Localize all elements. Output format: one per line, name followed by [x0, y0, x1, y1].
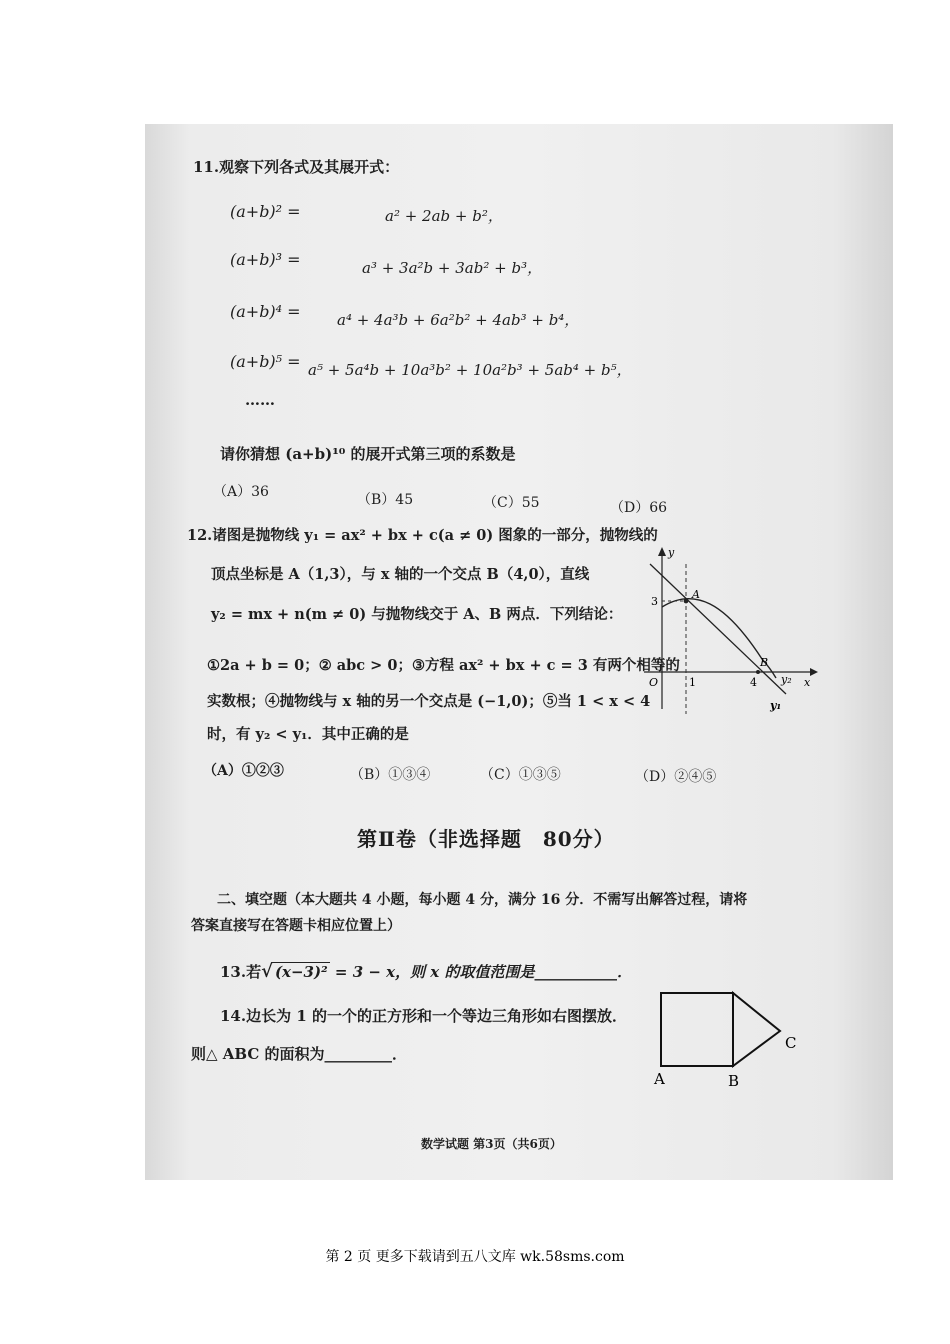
- q13-suffix: = 3 − x，则 x 的取值范围是___________．: [334, 963, 632, 981]
- q11-title: 11.观察下列各式及其展开式：: [193, 158, 400, 176]
- scanned-exam-photo: [145, 124, 893, 1180]
- q11-option-c: （C）55: [483, 495, 540, 511]
- q11-line4-rhs: a⁵ + 5a⁴b + 10a³b² + 10a²b³ + 5ab⁴ + b⁵，: [308, 361, 632, 379]
- figure-label-a: A: [654, 1070, 665, 1088]
- q12-option-d: （D）②④⑤: [635, 769, 717, 785]
- section-instruction-line2: 答案直接写在答题卡相应位置上）: [191, 918, 401, 934]
- section-instruction-line1: 二、填空题（本大题共 4 小题，每小题 4 分，满分 16 分．不需写出解答过程，请将: [217, 892, 748, 908]
- x-axis-label: x: [804, 676, 811, 689]
- q11-line2-rhs: a³ + 3a²b + 3ab² + b³，: [362, 259, 543, 277]
- figure-label-c: C: [785, 1034, 797, 1052]
- section-ii-title: 第Ⅱ卷（非选择题 80分）: [357, 827, 615, 851]
- q11-line1-lhs: (a+b)² =: [230, 202, 301, 221]
- q14-line1: 14.边长为 1 的一个的正方形和一个等边三角形如右图摆放．: [220, 1007, 627, 1025]
- point-b: [756, 670, 760, 674]
- q11-line4-lhs: (a+b)⁵ =: [230, 352, 301, 371]
- tick-1-label: 1: [689, 676, 696, 689]
- q11-line2-lhs: (a+b)³ =: [230, 250, 301, 269]
- q12-line1: 12.诸图是抛物线 y₁ = ax² + bx + c(a ≠ 0) 图象的一部分，抛物线的: [187, 527, 658, 544]
- q12-line3: y₂ = mx + n(m ≠ 0) 与抛物线交于 A、B 两点．下列结论：: [211, 606, 623, 623]
- y2-label: y₂: [781, 673, 792, 686]
- tick-4-label: 4: [750, 676, 757, 689]
- y1-label: y₁: [770, 699, 782, 712]
- q12-line4: ①2a + b = 0；② abc > 0；③方程 ax² + bx + c = 3 有两个相等的: [207, 657, 680, 674]
- q11-ellipsis: ……: [245, 391, 275, 409]
- q11-line3-lhs: (a+b)⁴ =: [230, 302, 301, 321]
- origin-label: O: [649, 676, 659, 689]
- q12-line2: 顶点坐标是 A（1,3），与 x 轴的一个交点 B（4,0），直线: [211, 566, 590, 583]
- q12-option-c: （C）①③⑤: [480, 767, 561, 783]
- q11-question: 请你猜想 (a+b)¹⁰ 的展开式第三项的系数是: [220, 445, 516, 463]
- y-axis-arrow: [658, 547, 666, 556]
- q13-radicand: (x−3)²: [274, 963, 328, 981]
- point-b-label: B: [760, 656, 769, 669]
- q14-line2: 则△ ABC 的面积为_________．: [191, 1045, 408, 1063]
- q14-square-triangle-figure: [650, 984, 810, 1094]
- q13-prefix: 13.若: [220, 963, 262, 981]
- y-axis-label: y: [668, 546, 675, 559]
- tick-3-label: 3: [651, 595, 658, 608]
- photo-page-footer: 数学试题 第3页（共6页）: [421, 1137, 562, 1151]
- q11-line3-rhs: a⁴ + 4a³b + 6a²b² + 4ab³ + b⁴，: [337, 311, 580, 329]
- q11-line1-rhs: a² + 2ab + b²，: [385, 207, 503, 225]
- radical-sign: √: [261, 961, 273, 982]
- line-y2: [650, 564, 786, 694]
- q12-option-a: （A）①②③: [203, 763, 284, 779]
- point-a-label: A: [692, 588, 700, 601]
- x-axis-arrow: [810, 668, 818, 676]
- q12-option-b: （B）①③④: [350, 767, 431, 783]
- q11-option-b: （B）45: [357, 492, 414, 508]
- q12-parabola-graph: [640, 544, 820, 719]
- q12-line6: 时，有 y₂ < y₁．其中正确的是: [207, 726, 409, 743]
- page-footer: 第 2 页 更多下载请到五八文库 wk.58sms.com: [325, 1249, 625, 1265]
- q11-option-a: （A）36: [213, 484, 269, 500]
- square-shape: [661, 993, 733, 1066]
- q13-text: [220, 962, 632, 982]
- parabola-y1: [662, 599, 776, 678]
- q12-line5: 实数根；④抛物线与 x 轴的另一个交点是 (−1,0)；⑤当 1 < x < 4: [207, 693, 651, 710]
- figure-label-b: B: [728, 1072, 740, 1090]
- q11-option-d: （D）66: [610, 500, 668, 516]
- triangle-shape: [733, 993, 780, 1066]
- point-a: [684, 599, 689, 604]
